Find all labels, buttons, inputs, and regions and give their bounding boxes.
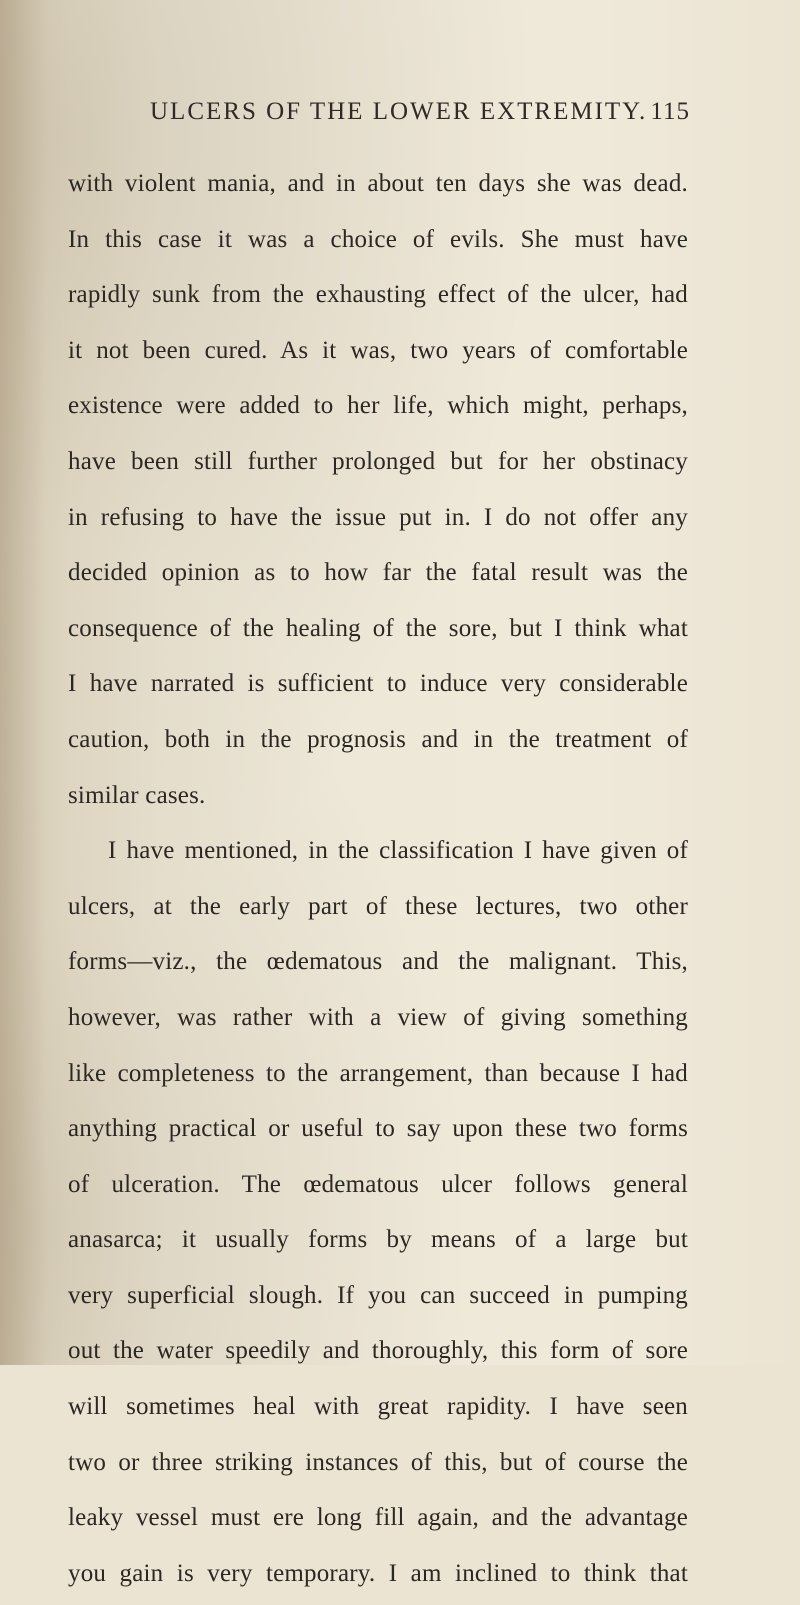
text-line: ulcers, at the early part of these lectures, two other [68,892,688,920]
page-gutter-shadow [0,0,46,1365]
page-number: 115 [650,98,690,125]
text-line: existence were added to her life, which might, perhaps, [68,392,688,420]
text-line: forms—viz., the œdematous and the malignant. This, [68,948,688,976]
text-line: decided opinion as to how far the fatal result was the [68,559,688,587]
text-line: In this case it was a choice of evils. She must have [68,225,688,253]
paragraph-end-line: similar cases. [68,781,206,809]
text-line: I have narrated is sufficient to induce very considerable [68,670,688,698]
text-line: out the water speedily and thoroughly, this form of sore [68,1337,688,1365]
text-line: you gain is very temporary. I am inclined to think that [68,1559,688,1587]
text-line: like completeness to the arrangement, than because I had [68,1059,688,1087]
running-head-title: ULCERS OF THE LOWER EXTREMITY. [150,98,648,125]
text-line: anything practical or useful to say upon these two forms [68,1115,688,1143]
text-line: anasarca; it usually forms by means of a large but [68,1226,688,1254]
text-line: caution, both in the prognosis and in the treatment of [68,725,688,753]
text-line: of ulceration. The œdematous ulcer follows general [68,1170,688,1198]
text-line: very superficial slough. If you can succeed in pumping [68,1281,688,1309]
text-line: two or three striking instances of this, but of course the [68,1448,688,1476]
text-line: will sometimes heal with great rapidity. I have seen [68,1393,688,1421]
body-text [68,160,688,1605]
text-line: leaky vessel must ere long fill again, and the advantage [68,1504,688,1532]
running-head [150,98,690,138]
text-line: with violent mania, and in about ten days she was dead. [68,170,688,197]
text-line: however, was rather with a view of giving something [68,1003,688,1031]
text-line: in refusing to have the issue put in. I do not offer any [68,503,688,531]
text-line: consequence of the healing of the sore, but I think what [68,614,688,642]
text-line: rapidly sunk from the exhausting effect of the ulcer, had [68,281,688,309]
paragraph-start-line: I have mentioned, in the classification I have given of [108,837,688,865]
text-line: have been still further prolonged but for her obstinacy [68,447,688,475]
text-line: it not been cured. As it was, two years of comfortable [68,336,688,364]
